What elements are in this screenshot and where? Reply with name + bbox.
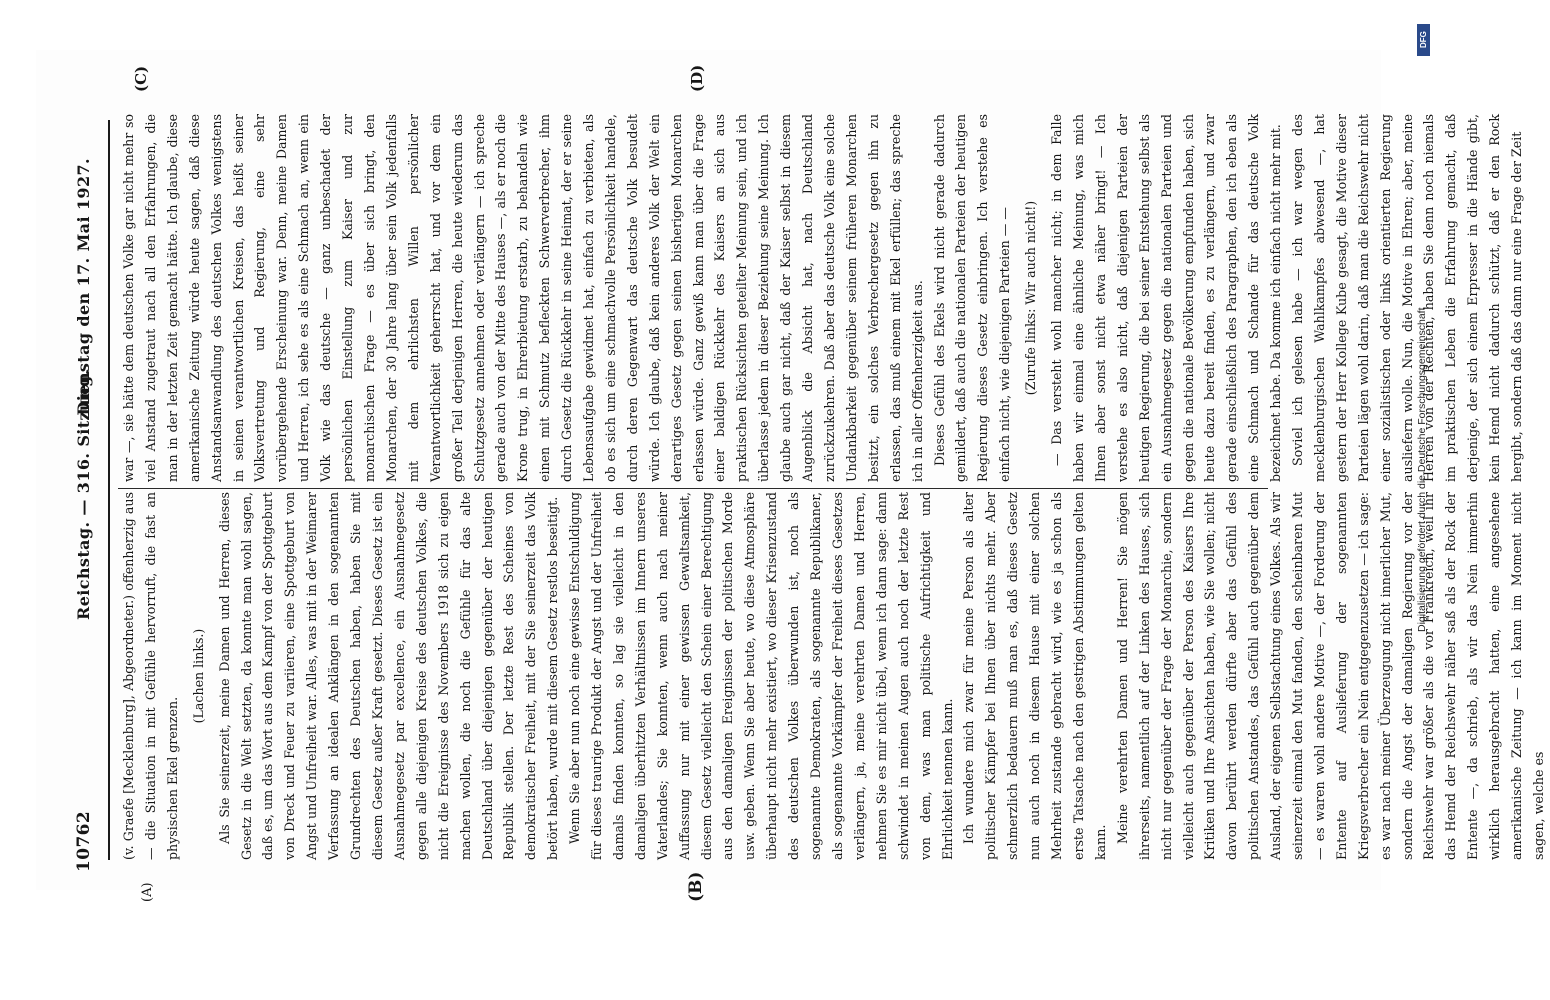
page-number: 10762 xyxy=(74,810,94,872)
paragraph: — Das versteht wohl mancher nicht; in dem Falle haben wir einmal eine ähnliche Meinung, was mich Ihnen aber sonst nicht etwa näher bringt! — Ich verstehe es also nicht, daß diejenigen Parteien der heutigen Regierung, die bei seiner Entstehung selbst als ein Ausnahmegesetz gegen die nationalen Parteien und gegen die nationale Bevölkerung empfunden haben, sich heute dazu bereit finden, es zu verlängern, und zwar gerade einschließlich des Paragraphen, den ich eben als eine Schmach und Schande für das deutsche Volk bezeichnet habe. Da komme ich einfach nicht mehr mit. xyxy=(1049,114,1284,482)
paragraph: Als Sie seinerzeit, meine Damen und Herren, dieses Gesetz in die Welt setzten, da konnte man wohl sagen, daß es, um das Wort aus dem Kampf von der Spottgeburt von Dreck und Feuer zu variieren, eine Spottgeburt von Angst und Unfreiheit war. Alles, was mit in der Weimarer Verfassung an idealen Anklängen in den sogenannten Grundrechten des Deutschen haben, haben Sie mit diesem Gesetz außer Kraft gesetzt. Dieses Gesetz ist ein Ausnahmegesetz par excellence, ein Ausnahmegesetz gegen alle diejenigen Kreise des deutschen Volkes, die nicht die Ereignisse des Novembers 1918 sich zu eigen machen wollen, die noch die Gefühle für das alte Deutschland über diejenigen gegenüber der heutigen Republik stellen. Der letzte Rest des Scheines von demokratischer Freiheit, mit der Sie seinerzeit das Volk betört haben, wurde mit diesem Gesetz restlos beseitigt. xyxy=(216,492,561,860)
column-divider xyxy=(118,488,1268,489)
funding-note-text: Digitalisierung gefördert durch die Deutsche Forschungsgemeinschaft xyxy=(1416,307,1428,632)
paragraph: Meine verehrten Damen und Herren! Sie mögen ihrerseits, namentlich auf der Linken des Hauses, sich nicht nur gegenüber der Frage der Monarchie, sondern vielleicht auch gegenüber der Person des Kaisers Ihre Kritiken und Ihre Ansichten haben, wie Sie wollen; nicht davon berührt werden dürfte aber das Gefühl des politischen Anstandes, das Gefühl auch gegenüber dem Ausland, der eigenen Selbstachtung eines Volkes. Als wir seinerzeit einmal den Mut fanden, den scheinbaren Mut — es waren wohl andere Motive —, der Forderung der Entente auf Auslieferung der sogenannten Kriegsverbrecher ein Nein entgegenzusetzen — ich sage: es war nach meiner Überzeugung nicht innerlicher Mut, sondern die Angst der damaligen Regierung vor der Reichswehr war größer als die vor Frankreich, weil ihr das Hemd der Reichswehr näher saß als der Rock der Entente —, da schrieb, als wir das Nein immerhin wirklich herausgebracht hatten, eine angesehene amerikanische Zeitung — ich kann im Moment nicht sagen, welche es xyxy=(1114,492,1546,860)
paragraph: war —, sie hätte dem deutschen Volke gar nicht mehr so viel Anstand zugetraut nach all den Erfahrungen, die man in der letzten Zeit gemacht hätte. Ich glaube, diese amerikanische Zeitung würde heute sagen, daß diese Anstandsanwandlung des deutschen Volkes wenigstens in seinen verantwortlichen Kreisen, das heißt seiner Volksvertretung und Regierung, eine sehr vorübergehende Erscheinung war. Denn, meine Damen und Herren, ich sehe es als eine Schmach an, wenn ein Volk wie das deutsche — ganz unbeschadet der persönlichen Einstellung zum Kaiser und zur monarchischen Frage — es über sich bringt, den Monarchen, der 30 Jahre lang über sein Volk jedenfalls mit dem ehrlichsten Willen persönlicher Verantwortlichkeit geherrscht hat, und vor dem ein großer Teil derjenigen Herren, die heute wiederum das Schutzgesetz annehmen oder verlängern — ich spreche gerade auch von der Mitte des Hauses —, als er noch die Krone trug, in Ehrerbietung erstarb, zu behandeln wie einen mit Schmutz befleckten Schwerverbrecher, ihm durch Gesetz die Rückkehr in seine Heimat, der er seine Lebensaufgabe gewidmet hat, einfach zu verbieten, als ob es sich um eine schmachvolle Persönlichkeit handele, durch deren Gegenwart das deutsche Volk besudelt würde. Ich glaube, daß kein anderes Volk der Welt ein derartiges Gesetz gegen seinen bisherigen Monarchen erlassen würde. Ganz gewiß kann man über die Frage einer baldigen Rückkehr des Kaisers an sich aus praktischen Rücksichten geteilter Meinung sein, und ich überlasse jedem in dieser Beziehung seine Meinung. Ich glaube auch gar nicht, daß der Kaiser selbst in diesem Augenblick die Absicht hat, nach Deutschland zurückzukehren. Daß aber das deutsche Volk eine solche Undankbarkeit gegenüber seinem früheren Monarchen besitzt, ein solches Verbrechergesetz gegen ihn zu erlassen, das muß einem mit Ekel erfüllen; das spreche ich in aller Offenherzigkeit aus. xyxy=(121,114,925,482)
funding-note xyxy=(1414,10,1436,990)
paragraph: Dieses Gefühl des Ekels wird nicht gerade dadurch gemildert, daß auch die nationalen Parteien der heutigen Regierung dieses Gesetz einbringen. Ich verstehe es einfach nicht, wie diejenigen Parteien — — xyxy=(931,114,1013,482)
header-rule xyxy=(108,120,110,860)
paragraph: Soviel ich gelesen habe — ich war wegen des mecklenburgischen Wahlkampfes abwesend —, hat gestern der Herr Kollege Kube gesagt, die Motive dieser Parteien lägen wohl darin, daß man die Reichswehr nicht einer sozialistischen oder links orientierten Regierung ausliefern wolle. Nun, die Motive in Ehren; aber, meine Herren von der Rechten, haben Sie denn noch niemals im praktischen Leben die Erfahrung gemacht, daß derjenige, der sich einem Erpresser in die Hände gibt, kein Hemd nicht dadurch schützt, daß er den Rock hergibt, sondern daß das dann nur eine Frage der Zeit xyxy=(1290,114,1525,482)
dfg-logo: DFG xyxy=(1417,24,1430,56)
session-title: Reichstag. — 316. Sitzung. xyxy=(74,369,93,620)
interjection: (Lachen links.) xyxy=(190,628,206,724)
paragraph: Wenn Sie aber nun noch eine gewisse Entschuldigung für dieses traurige Produkt der Angst und der Unfreiheit damals finden konnten, so lag sie vielleicht in den damaligen überhitzten Verhältnissen im Innern unseres Vaterlandes; Sie konnten, wenn auch nach meiner Auffassung nur mit einer gewissen Gewaltsamkeit, diesem Gesetz vielleicht den Schein einer Berechtigung aus den damaligen Ereignissen der politischen Morde usw. geben. Wenn Sie aber heute, wo diese Atmosphäre überhaupt nicht mehr existiert, wo dieser Krisenzustand des deutschen Volkes überwunden ist, noch als sogenannte Demokraten, als sogenannte Republikaner, als sogenannte Vorkämpfer der Freiheit dieses Gesetzes verlängern, ja, meine verehrten Damen und Herren, nehmen Sie es mir nicht übel, wenn ich dann sage: dann schwindet in meinen Augen auch noch der letzte Rest von dem, was man politische Aufrichtigkeit und Ehrlichkeit nennen kann. xyxy=(567,492,955,860)
margin-marker-b: (B) xyxy=(686,871,706,902)
margin-marker-a: (A) xyxy=(140,882,155,902)
session-date: Dienstag den 17. Mai 1927. xyxy=(74,158,93,416)
paragraph: (v. Graefe [Mecklenburg], Abgeordneter.) offenherzig aus — die Situation in mit Gefühle hervorruft, die fast an physischen Ekel grenzen. xyxy=(121,492,180,860)
paragraph: Ich wundere mich zwar für meine Person als alter politischer Kämpfer bei Ihnen über nichts mehr. Aber schmerzlich bedauern muß man es, daß dieses Gesetz nun auch noch in diesem Hause mit einer solchen Mehrheit zustande gebracht wird, wie es ja schon als erste Tatsache nach den gestrigen Abstimmungen gelten kann. xyxy=(961,492,1108,860)
page-header xyxy=(66,50,102,890)
margin-marker-c: (C) xyxy=(132,65,150,92)
interjection: (Zurufe links: Wir auch nicht!) xyxy=(1023,200,1039,396)
left-column xyxy=(118,492,1546,860)
margin-marker-d: (D) xyxy=(688,64,706,92)
